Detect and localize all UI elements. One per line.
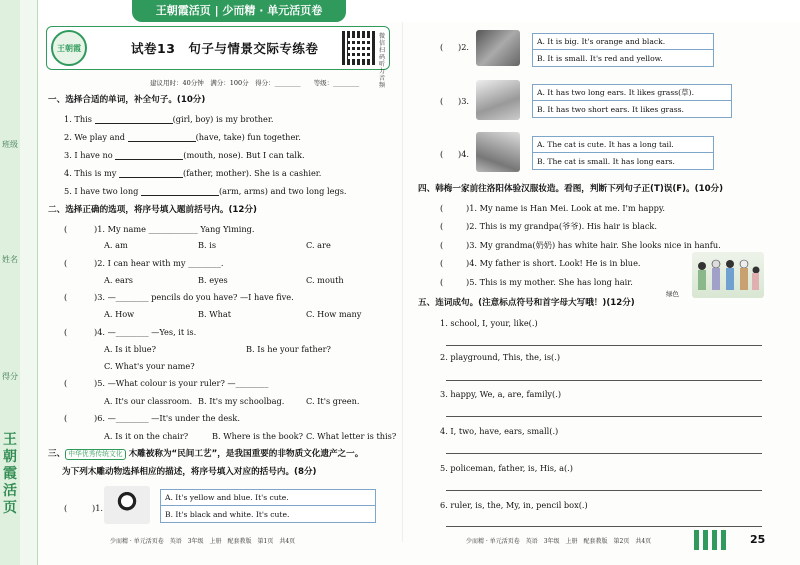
s3-num-4: )4. xyxy=(458,149,470,159)
s3-q2-option-a: A. It is big. It's orange and black. xyxy=(533,34,713,50)
tiger-carving-image xyxy=(476,30,520,66)
page-number: 25 xyxy=(750,533,766,546)
s3-q3-option-b: B. It has two short ears. It likes grass. xyxy=(537,104,684,114)
s4-paren-3[interactable]: ( xyxy=(440,240,444,250)
s1-blank-2[interactable] xyxy=(128,133,196,142)
s2-paren-2[interactable]: ( xyxy=(64,258,68,268)
s5-answer-line-1[interactable] xyxy=(446,345,762,346)
s3-options-4 xyxy=(532,136,714,170)
s2-q6-option-b: B. Where is the book? xyxy=(212,431,304,441)
s2-paren-6[interactable]: ( xyxy=(64,413,68,423)
section3-heading-line2: 为下列木雕动物选择相应的描述，将序号填入对应的括号内。(8分) xyxy=(62,467,317,477)
section4-heading: 四、韩梅一家前往洛阳体验汉服妆造。看图，判断下列句子正(T)误(F)。(10分) xyxy=(418,184,724,194)
s2-paren-4[interactable]: ( xyxy=(64,327,68,337)
s3-num-1: )1. xyxy=(92,503,104,513)
brand-banner: 王朝霞活页 | 少而精 · 单元活页卷 xyxy=(132,0,346,22)
culture-badge: 中华优秀传统文化 xyxy=(65,449,125,460)
s2-paren-1[interactable]: ( xyxy=(64,224,68,234)
s3-paren-4[interactable]: ( xyxy=(440,149,444,159)
s2-q1-option-b: B. is xyxy=(198,240,217,250)
s2-q1-option-a: A. am xyxy=(104,240,128,250)
exam-meta: 建议用时：40分钟 满分：100分 得分：________ 等级：________ xyxy=(150,79,360,87)
s5-answer-line-4[interactable] xyxy=(446,453,762,454)
s1-blank-3[interactable] xyxy=(115,151,183,160)
s4-item-1: )1. My name is Han Mei. Look at me. I'm happy. xyxy=(466,203,666,213)
s5-item-2: 2. playground, This, the, is(.) xyxy=(440,352,561,362)
s4-paren-5[interactable]: ( xyxy=(440,277,444,287)
s2-q2-option-b: B. eyes xyxy=(198,275,228,285)
s2-q4-option-c: C. What's your name? xyxy=(104,361,195,371)
s2-question-5: )5. —What colour is your ruler? —________ xyxy=(94,378,269,388)
s3-options-3 xyxy=(532,84,732,118)
s1-item-1: 1. This (girl, boy) is my brother. xyxy=(64,114,274,124)
s2-q5-option-c: C. It's green. xyxy=(306,396,360,406)
page-divider xyxy=(402,22,403,542)
qr-label: 微信扫码 听力音频 xyxy=(379,33,386,89)
page-title: 试卷13 句子与情景交际专练卷 xyxy=(131,41,319,56)
illustration-label: 绿色 xyxy=(666,290,679,298)
s1-item-2: 2. We play and (have, take) fun together. xyxy=(64,132,301,142)
s2-q3-option-a: A. How xyxy=(104,309,135,319)
s2-q2-option-c: C. mouth xyxy=(306,275,344,285)
side-label-score: 得分 xyxy=(2,372,18,381)
s4-paren-1[interactable]: ( xyxy=(440,203,444,213)
s3-q3-option-a: A. It has two long ears. It likes grass(草). xyxy=(533,85,731,101)
s2-q5-option-b: B. It's my schoolbag. xyxy=(198,396,285,406)
s5-answer-line-3[interactable] xyxy=(446,416,762,417)
footer-left: 少而精 · 单元活页卷 英语 3年级 上册 配套教版 第1页 共4页 xyxy=(110,538,296,545)
s5-item-3: 3. happy, We, a, are, family(.) xyxy=(440,389,562,399)
s2-question-1: )1. My name ____________ Yang Yiming. xyxy=(94,224,255,234)
logo-icon: 王朝霞 xyxy=(51,30,87,66)
s1-blank-4[interactable] xyxy=(119,169,183,178)
s3-q1-option-b: B. It's black and white. It's cute. xyxy=(165,509,290,519)
s5-answer-line-2[interactable] xyxy=(446,380,762,381)
s1-item-5: 5. I have two long (arm, arms) and two long legs. xyxy=(64,186,347,196)
s3-paren-2[interactable]: ( xyxy=(440,42,444,52)
s4-paren-4[interactable]: ( xyxy=(440,258,444,268)
s2-question-2: )2. I can hear with my ________. xyxy=(94,258,224,268)
s3-q2-option-b: B. It is small. It's red and yellow. xyxy=(537,53,663,63)
s2-q4-option-a: A. Is it blue? xyxy=(104,344,157,354)
s2-question-4: )4. —________ —Yes, it is. xyxy=(94,327,197,337)
top-band xyxy=(0,0,800,22)
s4-paren-2[interactable]: ( xyxy=(440,221,444,231)
family-hanfu-illustration xyxy=(692,252,764,298)
side-label-class: 班级 xyxy=(2,140,18,149)
s3-options-1 xyxy=(160,489,376,523)
s3-q1-option-a: A. It's yellow and blue. It's cute. xyxy=(161,490,375,506)
s4-item-2: )2. This is my grandpa(爷爷). His hair is black. xyxy=(466,221,657,231)
s1-item-4: 4. This is my (father, mother). She is a cashier. xyxy=(64,168,322,178)
s2-paren-5[interactable]: ( xyxy=(64,378,68,388)
s2-paren-3[interactable]: ( xyxy=(64,292,68,302)
s5-answer-line-6[interactable] xyxy=(446,526,762,527)
s2-q3-option-b: B. What xyxy=(198,309,232,319)
s3-q4-option-a: A. The cat is cute. It has a long tail. xyxy=(533,137,713,153)
footer-right: 少而精 · 单元活页卷 英语 3年级 上册 配套教版 第2页 共4页 xyxy=(466,538,652,545)
section2-heading: 二、选择正确的选项，将序号填入题前括号内。(12分) xyxy=(48,205,257,215)
rabbit-carving-image xyxy=(476,80,520,120)
s5-item-6: 6. ruler, is, the, My, in, pencil box(.) xyxy=(440,500,588,510)
s3-paren-3[interactable]: ( xyxy=(440,96,444,106)
s2-q2-option-a: A. ears xyxy=(104,275,133,285)
s3-num-3: )3. xyxy=(458,96,470,106)
s2-question-3: )3. —________ pencils do you have? —I have five. xyxy=(94,292,294,302)
s1-item-3: 3. I have no (mouth, nose). But I can talk. xyxy=(64,150,305,160)
s2-q5-option-a: A. It's our classroom. xyxy=(104,396,193,406)
s2-question-6: )6. —________ —It's under the desk. xyxy=(94,413,240,423)
s2-q1-option-c: C. are xyxy=(306,240,331,250)
s3-paren-1[interactable]: ( xyxy=(64,503,68,513)
s5-answer-line-5[interactable] xyxy=(446,490,762,491)
s4-item-5: )5. This is my mother. She has long hair. xyxy=(466,277,633,287)
s3-q4-option-b: B. The cat is small. It has long ears. xyxy=(537,156,675,166)
cat-carving-image xyxy=(476,132,520,172)
s2-q3-option-c: C. How many xyxy=(306,309,362,319)
s5-item-4: 4. I, two, have, ears, small(.) xyxy=(440,426,559,436)
s3-options-2 xyxy=(532,33,714,67)
qr-code-icon[interactable] xyxy=(342,31,376,65)
s4-item-4: )4. My father is short. Look! He is in blue. xyxy=(466,258,641,268)
left-margin-binding xyxy=(20,0,38,565)
family-figures-icon xyxy=(692,252,764,298)
s5-item-1: 1. school, I, your, like(.) xyxy=(440,318,538,328)
section5-heading: 五、连词成句。(注意标点符号和首字母大写哦！)(12分) xyxy=(418,298,635,308)
s2-q4-option-b: B. Is he your father? xyxy=(246,344,331,354)
side-brand: 王朝霞活页 xyxy=(3,432,17,516)
footer-bars-decoration xyxy=(694,530,730,550)
side-label-name: 姓名 xyxy=(2,255,18,264)
s5-item-5: 5. policeman, father, is, His, a(.) xyxy=(440,463,573,473)
s1-blank-5[interactable] xyxy=(141,187,219,196)
section1-heading: 一、选择合适的单词，补全句子。(10分) xyxy=(48,95,206,105)
section3-heading: 三、 中华优秀传统文化 木雕被称为“民间工艺”，是我国重要的非物质文化遗产之一。 xyxy=(48,449,364,459)
s2-q6-option-a: A. Is it on the chair? xyxy=(104,431,189,441)
panda-carving-image xyxy=(104,486,150,524)
s4-item-3: )3. My grandma(奶奶) has white hair. She looks nice in hanfu. xyxy=(466,240,721,250)
s2-q6-option-c: C. What letter is this? xyxy=(306,431,397,441)
s3-num-2: )2. xyxy=(458,42,470,52)
s1-blank-1[interactable] xyxy=(95,115,173,124)
